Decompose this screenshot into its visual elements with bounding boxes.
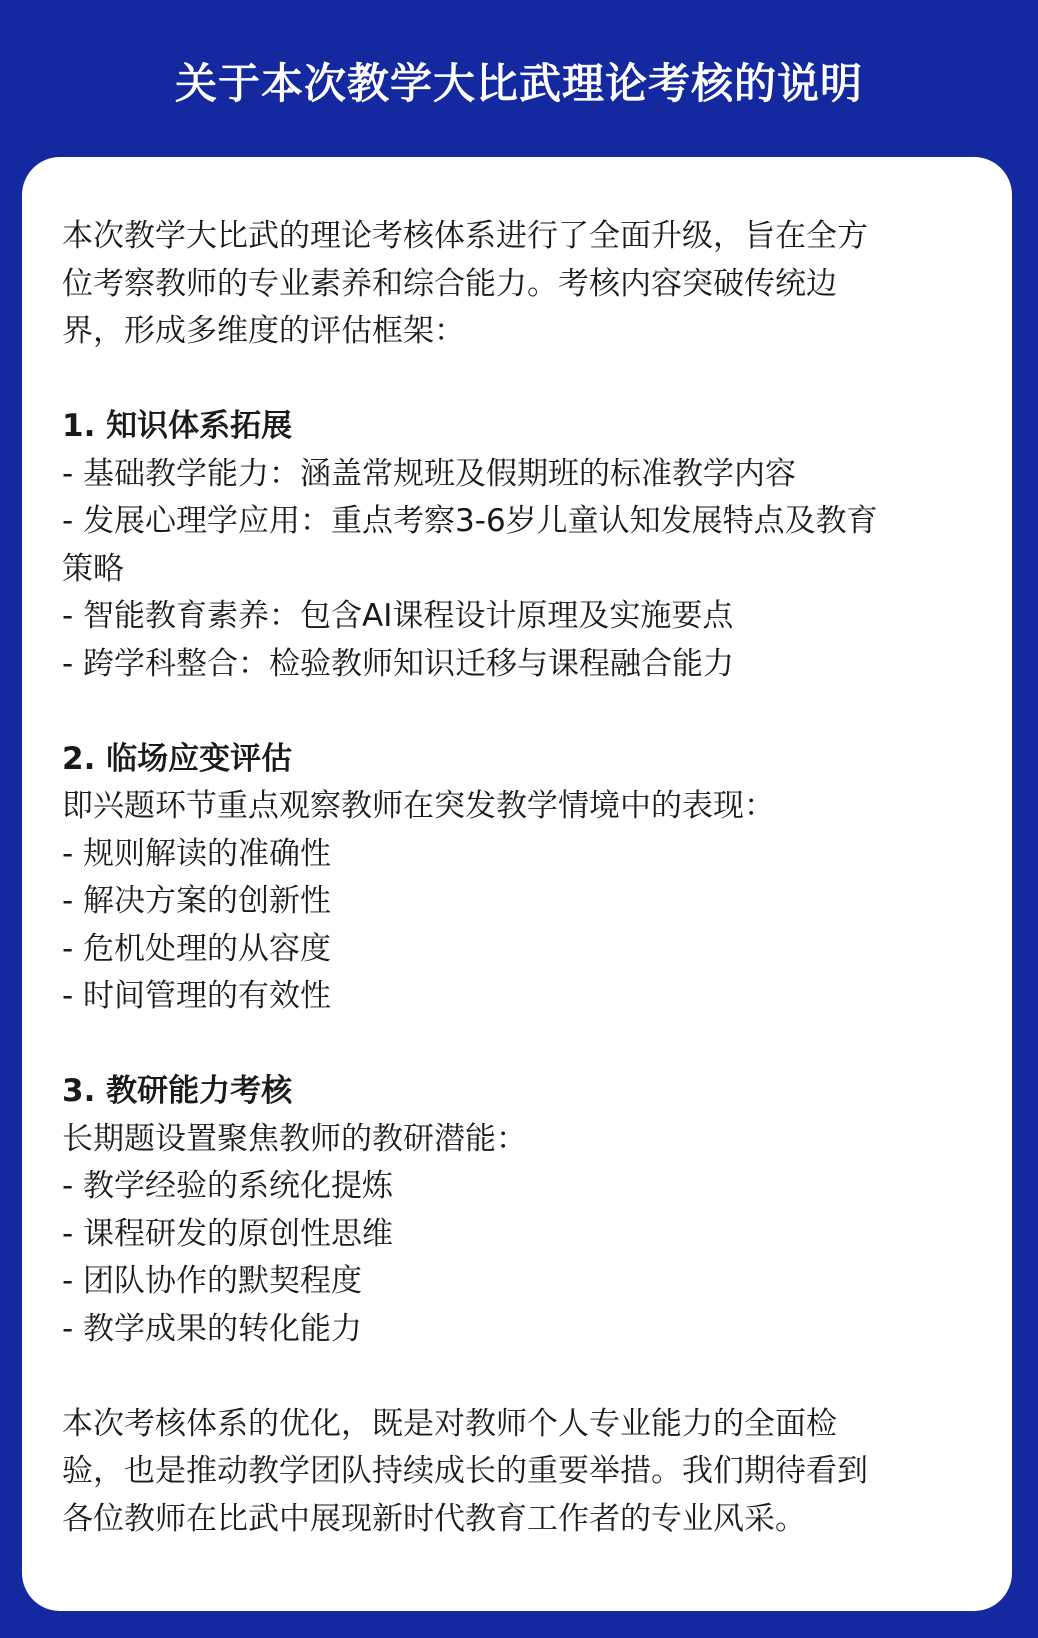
list-item: - 智能教育素养：包含AI课程设计原理及实施要点 bbox=[62, 598, 734, 634]
intro-line: 本次教学大比武的理论考核体系进行了全面升级，旨在全方 bbox=[62, 218, 868, 254]
content-card bbox=[22, 157, 1012, 1611]
closing-line: 各位教师在比武中展现新时代教育工作者的专业风采。 bbox=[62, 1500, 806, 1537]
list-item: - 教学经验的系统化提炼 bbox=[62, 1168, 394, 1204]
paragraph-gap bbox=[62, 688, 972, 736]
closing-line: 验，也是推动教学团队持续成长的重要举措。我们期待看到 bbox=[62, 1453, 868, 1489]
section-intro: 即兴题环节重点观察教师在突发教学情境中的表现： bbox=[62, 788, 775, 824]
section-heading-research: 3. 教研能力考核 bbox=[62, 1073, 293, 1109]
list-item: - 团队协作的默契程度 bbox=[62, 1263, 363, 1299]
list-item: - 跨学科整合：检验教师知识迁移与课程融合能力 bbox=[62, 645, 735, 682]
paragraph-gap bbox=[62, 1021, 972, 1069]
list-item: - 课程研发的原创性思维 bbox=[62, 1215, 394, 1252]
paragraph-gap bbox=[62, 1353, 972, 1401]
list-item: - 规则解读的准确性 bbox=[62, 835, 332, 872]
section-heading-knowledge: 1. 知识体系拓展 bbox=[62, 408, 293, 444]
list-item: - 发展心理学应用：重点考察3-6岁儿童认知发展特点及教育 bbox=[62, 503, 878, 539]
paragraph-gap bbox=[62, 356, 972, 404]
page-title: 关于本次教学大比武理论考核的说明 bbox=[174, 59, 863, 108]
closing-line: 本次考核体系的优化，既是对教师个人专业能力的全面检 bbox=[62, 1405, 837, 1442]
intro-line: 界，形成多维度的评估框架： bbox=[62, 313, 465, 349]
section-intro: 长期题设置聚焦教师的教研潜能： bbox=[62, 1120, 527, 1157]
list-item: - 解决方案的创新性 bbox=[62, 883, 332, 919]
list-item: - 危机处理的从容度 bbox=[62, 930, 332, 967]
list-item: - 基础教学能力：涵盖常规班及假期班的标准教学内容 bbox=[62, 455, 797, 492]
list-item: - 时间管理的有效性 bbox=[62, 978, 332, 1014]
article-body bbox=[62, 213, 972, 1543]
intro-line: 位考察教师的专业素养和综合能力。考核内容突破传统边 bbox=[62, 265, 837, 302]
list-item: - 教学成果的转化能力 bbox=[62, 1310, 363, 1347]
list-item: 策略 bbox=[62, 550, 124, 587]
section-heading-adaptability: 2. 临场应变评估 bbox=[62, 740, 293, 777]
